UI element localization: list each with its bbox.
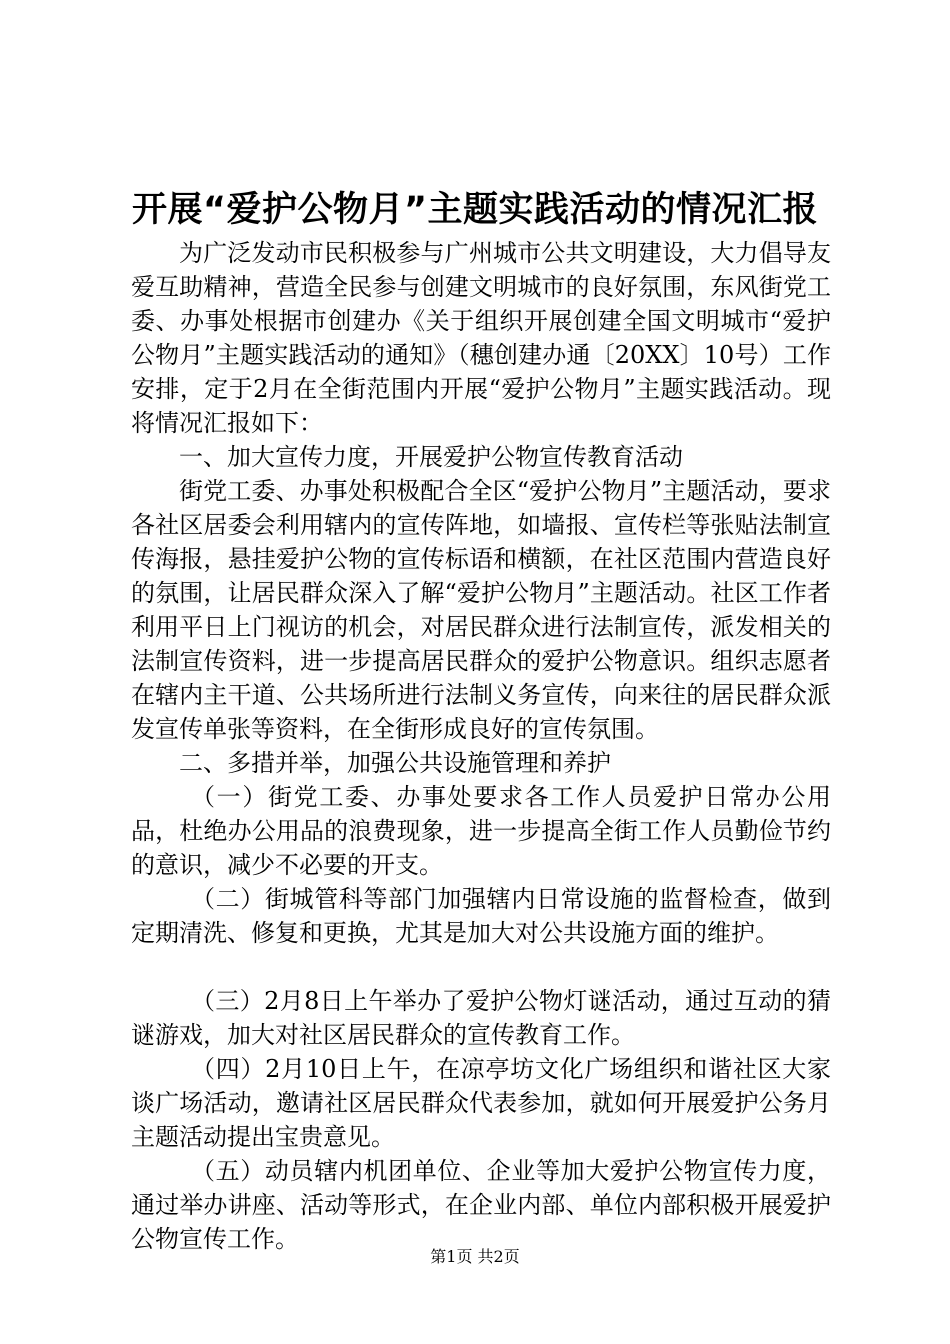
- paragraph-item-3: （三）2月8日上午举办了爱护公物灯谜活动，通过互动的猜谜游戏，加大对社区居民群众的宣传教育工作。: [131, 987, 831, 1049]
- document-title: 开展“爱护公物月”主题实践活动的情况汇报: [131, 190, 818, 230]
- section-heading-2: 二、多措并举，加强公共设施管理和养护: [179, 749, 611, 777]
- paragraph-item-1: （一）街党工委、办事处要求各工作人员爱护日常办公用品，杜绝办公用品的浪费现象，进一步提高全街工作人员勤俭节约的意识，减少不必要的开支。: [131, 783, 831, 879]
- section-heading-1: 一、加大宣传力度，开展爱护公物宣传教育活动: [179, 443, 683, 471]
- document-body: [131, 236, 831, 1256]
- paragraph-item-5: （五）动员辖内机团单位、企业等加大爱护公物宣传力度，通过举办讲座、活动等形式，在企业内部、单位内部积极开展爱护公物宣传工作。: [131, 1157, 831, 1253]
- paragraph-intro: 为广泛发动市民积极参与广州城市公共文明建设，大力倡导友爱互助精神，营造全民参与创建文明城市的良好氛围，东风街党工委、办事处根据市创建办《关于组织开展创建全国文明城市“爱护公物月”主题实践活动的通知》（穗创建办通〔20XX〕10号）工作安排，定于2月在全街范围内开展“爱护公物月”主题实践活动。现将情况汇报如下：: [131, 239, 831, 437]
- paragraph-item-4: （四）2月10日上午，在凉亭坊文化广场组织和谐社区大家谈广场活动，邀请社区居民群众代表参加，就如何开展爱护公务月主题活动提出宝贵意见。: [131, 1055, 831, 1151]
- paragraph-item-2: （二）街城管科等部门加强辖内日常设施的监督检查，做到定期清洗、修复和更换，尤其是加大对公共设施方面的维护。: [131, 885, 831, 947]
- page-footer: 第1页 共2页: [430, 1247, 520, 1266]
- paragraph-section-1: 街党工委、办事处积极配合全区“爱护公物月”主题活动，要求各社区居委会利用辖内的宣传阵地，如墙报、宣传栏等张贴法制宣传海报，悬挂爱护公物的宣传标语和横额，在社区范围内营造良好的氛围，让居民群众深入了解“爱护公物月”主题活动。社区工作者利用平日上门视访的机会，对居民群众进行法制宣传，派发相关的法制宣传资料，进一步提高居民群众的爱护公物意识。组织志愿者在辖内主干道、公共场所进行法制义务宣传，向来往的居民群众派发宣传单张等资料，在全街形成良好的宣传氛围。: [131, 477, 831, 743]
